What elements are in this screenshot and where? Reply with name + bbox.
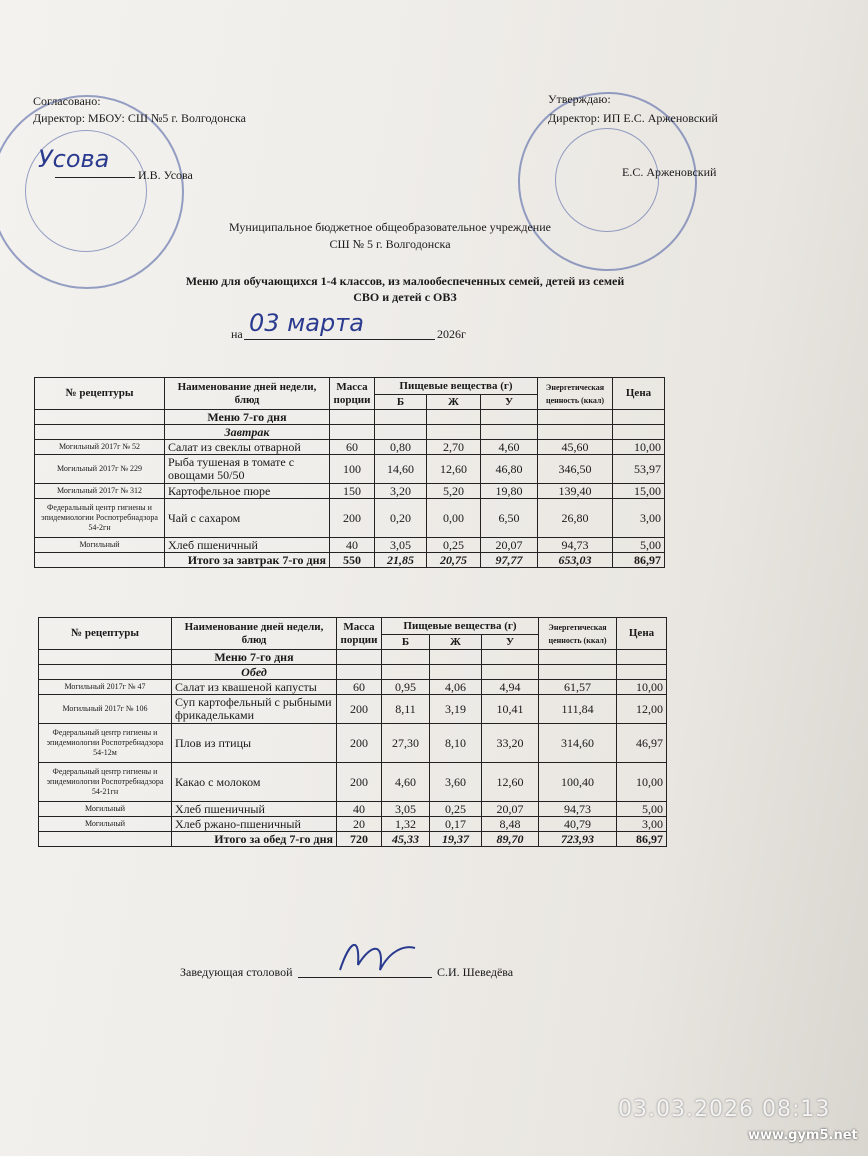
table-cell: 61,57 [539, 680, 617, 695]
table-cell: 19,37 [430, 832, 482, 847]
table-cell: 45,60 [538, 440, 613, 455]
table-cell: 20,07 [482, 802, 539, 817]
table-row [35, 455, 665, 484]
approved-position: Директор: ИП Е.С. Арженовский [548, 111, 718, 125]
table-cell: Федеральный центр гигиены и эпидемиологии Роспотребнадзора 54-2гн [35, 499, 165, 538]
menu-day-row [39, 650, 667, 665]
table-cell: 60 [330, 440, 375, 455]
table-cell: 27,30 [382, 724, 430, 763]
table-cell [538, 425, 613, 440]
table-cell: Плов из птицы [172, 724, 337, 763]
table-cell: Федеральный центр гигиены и эпидемиологии Роспотребнадзора 54-21гн [39, 763, 172, 802]
table-cell: 21,85 [375, 553, 427, 568]
table-cell: Могильный 2017г № 106 [39, 695, 172, 724]
entrepreneur-name: Е.С. Арженовский [622, 165, 717, 179]
table-cell: 4,06 [430, 680, 482, 695]
table-cell [539, 650, 617, 665]
table-row [39, 695, 667, 724]
table-cell: 40,79 [539, 817, 617, 832]
table-cell: Могильный 2017г № 47 [39, 680, 172, 695]
table-cell: 33,20 [482, 724, 539, 763]
table-cell: 40 [337, 802, 382, 817]
table-cell: 5,20 [427, 484, 481, 499]
table-cell: Пищевые вещества (г) [382, 618, 539, 635]
date-year: 2026г [437, 327, 466, 341]
table-cell: Хлеб ржано-пшеничный [172, 817, 337, 832]
table-cell: 3,60 [430, 763, 482, 802]
table-cell: 14,60 [375, 455, 427, 484]
meal-row [39, 665, 667, 680]
table-cell: 94,73 [539, 802, 617, 817]
table-cell: 97,77 [481, 553, 538, 568]
table-cell: 15,00 [613, 484, 665, 499]
table-cell: Б [382, 635, 430, 650]
table-cell: Завтрак [165, 425, 330, 440]
table-cell: Какао с молоком [172, 763, 337, 802]
table-cell: Могильный [35, 538, 165, 553]
table-cell: 5,00 [613, 538, 665, 553]
table-cell: Салат из квашеной капусты [172, 680, 337, 695]
table-cell [337, 650, 382, 665]
table-cell [382, 665, 430, 680]
table-cell [382, 650, 430, 665]
table-cell: 4,60 [382, 763, 430, 802]
table-cell: 3,19 [430, 695, 482, 724]
table-cell [39, 650, 172, 665]
table-cell: 0,25 [430, 802, 482, 817]
table-cell: Итого за завтрак 7-го дня [165, 553, 330, 568]
table-cell: 86,97 [613, 553, 665, 568]
table-cell: Масса порции [330, 378, 375, 410]
table-cell: Суп картофельный с рыбными фрикадельками [172, 695, 337, 724]
entrepreneur-stamp-inner [555, 128, 659, 232]
table-cell: 0,80 [375, 440, 427, 455]
table-cell [375, 425, 427, 440]
table-cell [617, 650, 667, 665]
canteen-manager-name: С.И. Шеведёва [437, 965, 514, 979]
table-cell [35, 553, 165, 568]
director-name: И.В. Усова [138, 168, 193, 182]
table-cell: 100 [330, 455, 375, 484]
lunch-table [38, 617, 667, 847]
table-cell [430, 665, 482, 680]
table-cell: Картофельное пюре [165, 484, 330, 499]
table-row [35, 484, 665, 499]
meal-row [35, 425, 665, 440]
table-row [35, 538, 665, 553]
menu-title-line2: СВО и детей с ОВЗ [353, 290, 457, 304]
table-cell: Наименование дней недели, блюд [172, 618, 337, 650]
table-cell: Цена [613, 378, 665, 410]
table-cell: 5,00 [617, 802, 667, 817]
table-cell: № рецептуры [35, 378, 165, 410]
table-cell: 12,60 [427, 455, 481, 484]
table-cell: 723,93 [539, 832, 617, 847]
table-row [39, 817, 667, 832]
table-cell: 200 [337, 763, 382, 802]
table-cell: 20,07 [481, 538, 538, 553]
table-cell: 4,60 [481, 440, 538, 455]
table-cell: 200 [337, 695, 382, 724]
table-row [39, 724, 667, 763]
table-cell [482, 650, 539, 665]
table-cell: 8,11 [382, 695, 430, 724]
table-cell: Хлеб пшеничный [172, 802, 337, 817]
institution-line2: СШ № 5 г. Волгодонска [329, 237, 451, 251]
canteen-manager-label: Заведующая столовой [180, 965, 293, 979]
table-cell: 346,50 [538, 455, 613, 484]
table-cell: Масса порции [337, 618, 382, 650]
table-cell [613, 410, 665, 425]
table-cell: Могильный [39, 817, 172, 832]
table-cell [35, 425, 165, 440]
table-cell [539, 665, 617, 680]
table-cell: 19,80 [481, 484, 538, 499]
table-cell: У [482, 635, 539, 650]
table-cell: 86,97 [617, 832, 667, 847]
table-cell: № рецептуры [39, 618, 172, 650]
table-cell: 10,00 [613, 440, 665, 455]
date-prefix: на [231, 327, 243, 341]
photo-timestamp: 03.03.2026 08:13 [618, 1097, 831, 1122]
table-cell [427, 425, 481, 440]
table-cell: 0,00 [427, 499, 481, 538]
table-cell: Ж [430, 635, 482, 650]
table-cell: 0,20 [375, 499, 427, 538]
table-cell [35, 410, 165, 425]
table-cell [481, 410, 538, 425]
table-cell [613, 425, 665, 440]
table-cell: 150 [330, 484, 375, 499]
table-cell: 10,00 [617, 763, 667, 802]
total-row [39, 832, 667, 847]
table-row [35, 440, 665, 455]
table-cell: У [481, 395, 538, 410]
table-cell: 40 [330, 538, 375, 553]
table-cell: Б [375, 395, 427, 410]
table-cell: 46,80 [481, 455, 538, 484]
table-cell: 0,25 [427, 538, 481, 553]
table-cell: Могильный [39, 802, 172, 817]
table-cell: 2,70 [427, 440, 481, 455]
table-cell [482, 665, 539, 680]
table-cell: Могильный 2017г № 312 [35, 484, 165, 499]
table-cell: Федеральный центр гигиены и эпидемиологии Роспотребнадзора 54-12м [39, 724, 172, 763]
total-row [35, 553, 665, 568]
table-cell: Обед [172, 665, 337, 680]
menu-title-line1: Меню для обучающихся 1-4 классов, из малообеспеченных семей, детей из семей [185, 274, 625, 288]
table-cell: 6,50 [481, 499, 538, 538]
table-cell: 200 [330, 499, 375, 538]
table-cell: 4,94 [482, 680, 539, 695]
table-cell: Меню 7-го дня [165, 410, 330, 425]
table-cell [430, 650, 482, 665]
table-cell: 200 [337, 724, 382, 763]
table-cell: 139,40 [538, 484, 613, 499]
table-cell [39, 832, 172, 847]
table-cell: 653,03 [538, 553, 613, 568]
institution-line1: Муниципальное бюджетное общеобразовательное учреждение [229, 220, 551, 234]
table-cell: 0,95 [382, 680, 430, 695]
table-row [39, 802, 667, 817]
table-cell: 8,48 [482, 817, 539, 832]
table-cell: 12,60 [482, 763, 539, 802]
table-cell: Могильный 2017г № 52 [35, 440, 165, 455]
site-watermark: www.gym5.net [748, 1128, 858, 1143]
table-cell [617, 665, 667, 680]
table-cell: 111,84 [539, 695, 617, 724]
approved-title: Утверждаю: [548, 92, 611, 106]
table-cell: 3,00 [617, 817, 667, 832]
manager-signature-icon [330, 930, 420, 985]
table-row [39, 763, 667, 802]
table-header-row [39, 618, 667, 635]
agreed-title: Согласовано: [33, 94, 101, 108]
table-cell: Энергетическая ценность (ккал) [539, 618, 617, 650]
table-cell: 12,00 [617, 695, 667, 724]
table-cell: Цена [617, 618, 667, 650]
table-cell: 100,40 [539, 763, 617, 802]
table-cell: 0,17 [430, 817, 482, 832]
table-cell: Итого за обед 7-го дня [172, 832, 337, 847]
table-cell: 53,97 [613, 455, 665, 484]
table-cell: 26,80 [538, 499, 613, 538]
table-cell: Энергетическая ценность (ккал) [538, 378, 613, 410]
table-cell: 3,05 [375, 538, 427, 553]
table-cell: Могильный 2017г № 229 [35, 455, 165, 484]
date-handwritten: 03 марта [249, 309, 364, 337]
table-cell [330, 425, 375, 440]
breakfast-table [34, 377, 665, 568]
table-cell: Чай с сахаром [165, 499, 330, 538]
table-cell: Ж [427, 395, 481, 410]
table-cell [337, 665, 382, 680]
table-cell: 10,41 [482, 695, 539, 724]
table-cell: Салат из свеклы отварной [165, 440, 330, 455]
table-cell: Хлеб пшеничный [165, 538, 330, 553]
agreed-position: Директор: МБОУ: СШ №5 г. Волгодонска [33, 111, 246, 125]
table-cell [427, 410, 481, 425]
table-cell [39, 665, 172, 680]
table-row [39, 680, 667, 695]
signature-line-left [55, 177, 135, 178]
table-cell [481, 425, 538, 440]
table-cell: 89,70 [482, 832, 539, 847]
table-cell: Пищевые вещества (г) [375, 378, 538, 395]
table-cell [375, 410, 427, 425]
table-cell: Меню 7-го дня [172, 650, 337, 665]
table-cell: Рыба тушеная в томате с овощами 50/50 [165, 455, 330, 484]
table-cell: 46,97 [617, 724, 667, 763]
table-cell: 45,33 [382, 832, 430, 847]
date-line [244, 339, 435, 340]
table-cell: Наименование дней недели, блюд [165, 378, 330, 410]
table-cell: 720 [337, 832, 382, 847]
table-row [35, 499, 665, 538]
table-cell: 3,05 [382, 802, 430, 817]
table-cell [538, 410, 613, 425]
director-signature: Усова [38, 145, 110, 173]
table-cell: 94,73 [538, 538, 613, 553]
table-cell: 3,00 [613, 499, 665, 538]
table-cell: 20 [337, 817, 382, 832]
table-cell: 1,32 [382, 817, 430, 832]
table-cell: 20,75 [427, 553, 481, 568]
table-header-row [35, 378, 665, 395]
table-cell: 3,20 [375, 484, 427, 499]
table-cell [330, 410, 375, 425]
table-cell: 550 [330, 553, 375, 568]
table-cell: 314,60 [539, 724, 617, 763]
table-cell: 60 [337, 680, 382, 695]
table-cell: 10,00 [617, 680, 667, 695]
menu-day-row [35, 410, 665, 425]
table-cell: 8,10 [430, 724, 482, 763]
